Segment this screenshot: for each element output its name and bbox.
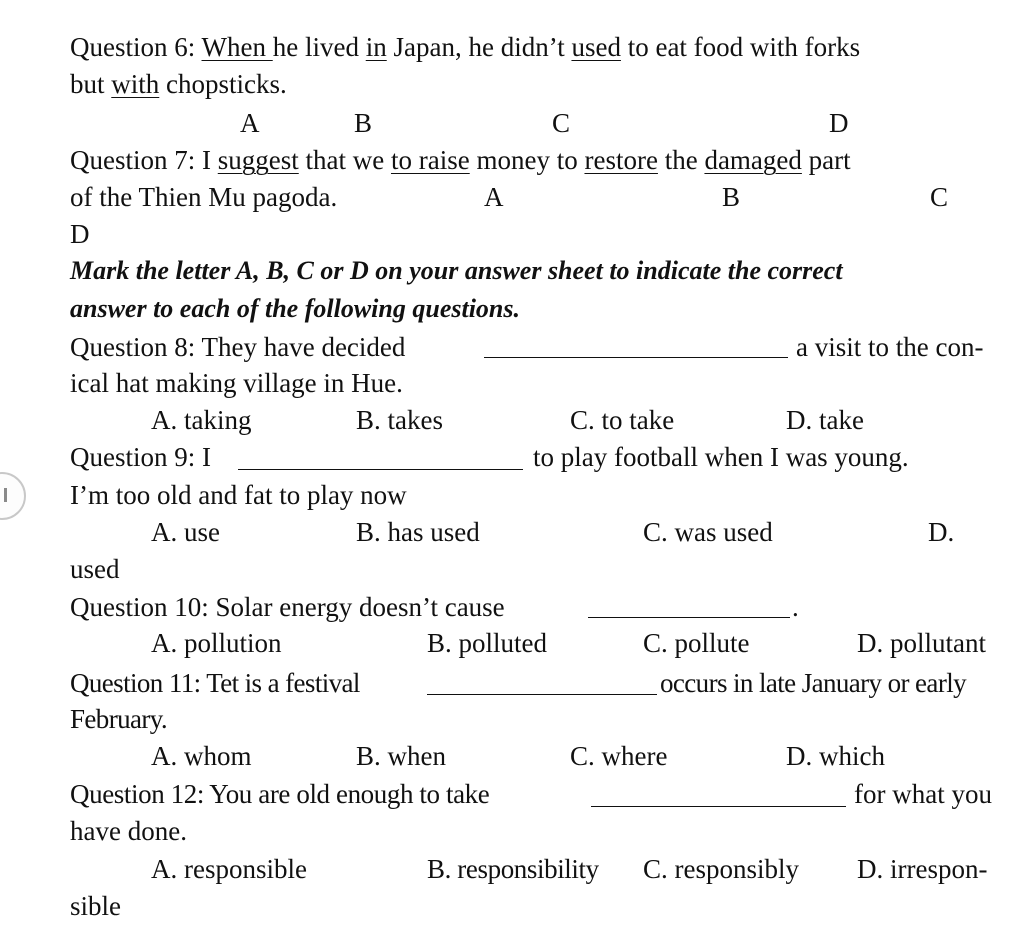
instruction-line-2: answer to each of the following questions. xyxy=(70,294,520,323)
instruction-line-1: Mark the letter A, B, C or D on your answer sheet to indicate the correct xyxy=(70,256,843,285)
option-c: C. was used xyxy=(643,517,773,547)
option-b-underlined-word: to raise xyxy=(390,145,470,175)
question-11-line-2: February. xyxy=(70,704,168,734)
question-6-line-2 xyxy=(70,71,287,98)
option-a: A. use xyxy=(151,517,220,547)
question-7-line-1 xyxy=(70,147,851,174)
option-d-wrapped: used xyxy=(70,554,120,584)
question-6-text: Japan, he didn’t xyxy=(386,32,572,62)
answer-blank xyxy=(238,469,523,470)
answer-blank xyxy=(484,357,788,358)
question-6-text: he lived xyxy=(272,32,366,62)
option-d-underlined-word: damaged xyxy=(704,145,802,175)
option-a-underlined-word: suggest xyxy=(217,145,299,175)
option-c-underlined-word: restore xyxy=(584,145,658,175)
question-7-text: money to xyxy=(469,145,585,175)
option-b-underlined-word: in xyxy=(365,32,387,62)
option-d: D. take xyxy=(786,405,864,435)
handle-bar-icon xyxy=(4,488,7,502)
question-6-line-1 xyxy=(70,34,860,61)
option-a: A. responsible xyxy=(151,854,307,884)
option-d: D. xyxy=(928,517,955,547)
option-d: D. which xyxy=(786,741,885,771)
question-9-text-continued: to play football when I was young. xyxy=(533,442,909,472)
option-b: B. has used xyxy=(356,517,480,547)
option-b: B. takes xyxy=(356,405,443,435)
question-7-letter-c: C xyxy=(930,182,949,212)
question-9-text: Question 9: I xyxy=(70,442,211,472)
question-12-text-continued: for what you xyxy=(854,779,992,809)
question-7-text: the xyxy=(657,145,705,175)
question-12-text: Question 12: You are old enough to take xyxy=(70,779,490,809)
option-a: A. taking xyxy=(151,405,252,435)
question-7-letter-a: A xyxy=(484,182,504,212)
question-12-line-2: have done. xyxy=(70,816,187,846)
question-6-text: chopsticks. xyxy=(159,69,287,99)
question-7-text: part xyxy=(801,145,851,175)
question-6-letter-b: B xyxy=(354,108,373,138)
question-6-letter-c: C xyxy=(552,108,571,138)
question-11-text: Question 11: Tet is a festival xyxy=(70,668,360,698)
answer-blank xyxy=(427,694,657,695)
option-b: B. when xyxy=(356,741,446,771)
question-7-line-2: of the Thien Mu pagoda. xyxy=(70,182,338,212)
question-6-letter-d: D xyxy=(829,108,849,138)
question-7-letter-d: D xyxy=(70,219,90,249)
question-6-text: to eat food with forks xyxy=(620,32,861,62)
question-6-label: Question 6: xyxy=(70,32,202,62)
question-7-label: Question 7: I xyxy=(70,145,218,175)
question-7-letter-b: B xyxy=(722,182,741,212)
question-10-text: Question 10: Solar energy doesn’t cause xyxy=(70,592,505,622)
question-9-line-2: I’m too old and fat to play now xyxy=(70,480,407,510)
question-11-text-continued: occurs in late January or early xyxy=(660,668,967,698)
question-8-text-continued: a visit to the con- xyxy=(796,332,984,362)
option-c: C. where xyxy=(570,741,668,771)
option-d: D. pollutant xyxy=(857,628,986,658)
option-d: D. irrespon- xyxy=(857,854,988,884)
question-10-text-continued: . xyxy=(792,592,799,622)
question-6-letter-a: A xyxy=(240,108,260,138)
option-c: C. to take xyxy=(570,405,675,435)
option-a: A. whom xyxy=(151,741,252,771)
question-8-line-2: ical hat making village in Hue. xyxy=(70,368,403,398)
option-a-underlined-word: When xyxy=(201,32,273,62)
option-c: C. responsibly xyxy=(643,854,800,884)
option-b: B. responsibility xyxy=(427,854,599,884)
option-a: A. pollution xyxy=(151,628,282,658)
option-c: C. pollute xyxy=(643,628,750,658)
option-d-wrapped: sible xyxy=(70,891,121,921)
answer-blank xyxy=(591,806,846,807)
question-7-text: that we xyxy=(298,145,391,175)
question-8-text: Question 8: They have decided xyxy=(70,332,406,362)
option-b: B. polluted xyxy=(427,628,547,658)
option-c-underlined-word: used xyxy=(571,32,621,62)
question-6-text: but xyxy=(70,69,112,99)
answer-blank xyxy=(588,617,790,618)
option-d-underlined-word: with xyxy=(111,69,160,99)
